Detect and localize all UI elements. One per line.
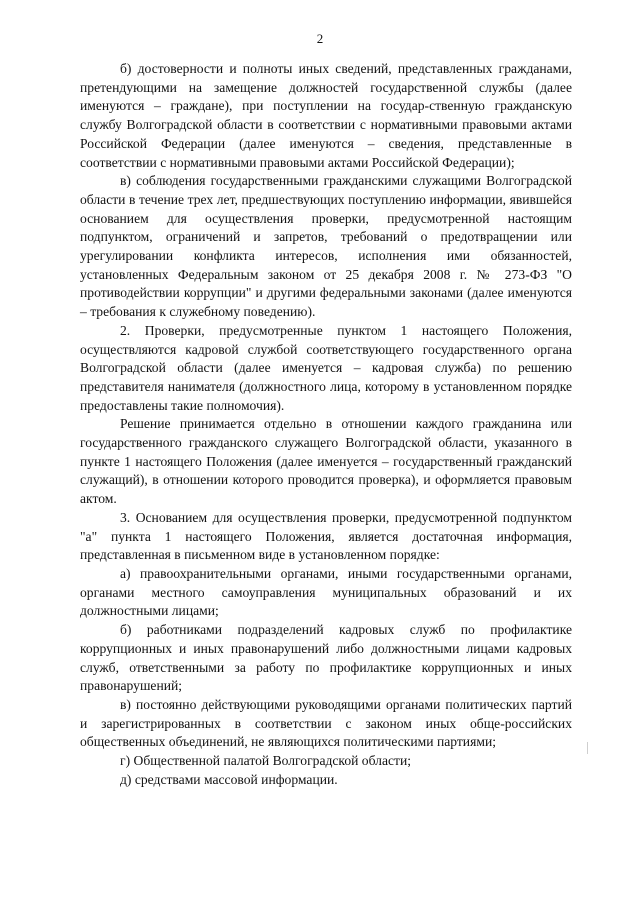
paragraph-v-compliance: в) соблюдения государственными гражданскими служащими Волгоградской области в течение трех лет, предшествующих поступлению информации, явившейся основанием для осуществления проверки, предусмотренной настоящим подпунктом, ограничений и запретов, требований о предотвращении или урегулировании конфликта интересов, исполнения ими обязанностей, установленных Федеральным законом от 25 декабря 2008 г. № 273-ФЗ "О противодействии коррупции" и другими федеральными законами (далее именуются – требования к служебному поведению).: [80, 173, 572, 320]
list-item-a-law-enforcement: а) правоохранительными органами, иными государственными органами, органами местного самоуправления муниципальных образований и их должностными лицами;: [80, 565, 572, 619]
paragraph-3-grounds: 3. Основанием для осуществления проверки, предусмотренной подпунктом "а" пункта 1 настоящего Положения, является достаточная информация, представленная в письменном виде в установленном порядке:: [80, 509, 572, 563]
list-item-v-political-parties: в) постоянно действующими руководящими органами политических партий и зарегистрированных в соответствии с законом иных обще-российских общественных объединений, не являющихся политическими партиями;: [80, 696, 572, 750]
list-item-g-public-chamber: г) Общественной палатой Волгоградской области;: [120, 753, 412, 769]
page-number: 2: [316, 31, 324, 46]
paragraph-b-reliability: б) достоверности и полноты иных сведений, представленных гражданами, претендующими на замещение должностей государственной службы (далее именуются – граждане), при поступлении на государ-ственную гражданскую службу Волгоградской области в соответствии с нормативными правовыми актами Российской Федерации (далее именуются – сведения, представленные в соответствии с нормативными правовыми актами Российской Федерации);: [80, 61, 572, 170]
list-item-b-personnel-services: б) работниками подразделений кадровых служб по профилактике коррупционных и иных правонарушений либо должностными лицами кадровых служб, ответственными за работу по профилактике коррупционных и иных правонарушений;: [80, 622, 572, 694]
document-body: [80, 60, 572, 789]
scan-margin-mark: [587, 742, 588, 754]
paragraph-decision: Решение принимается отдельно в отношении каждого гражданина или государственного гражданского служащего Волгоградской области, указанного в пункте 1 настоящего Положения (далее именуется – государственный гражданский служащий), в отношении которого проводится проверка), и оформляется правовым актом.: [80, 416, 572, 507]
paragraph-2-inspections: 2. Проверки, предусмотренные пунктом 1 настоящего Положения, осуществляются кадровой службой соответствующего государственного органа Волгоградской области (далее именуется – кадровая служба) по решению представителя нанимателя (должностного лица, которому в установленном порядке предоставлены такие полномочия).: [80, 322, 572, 413]
list-item-d-mass-media: д) средствами массовой информации.: [120, 771, 338, 787]
